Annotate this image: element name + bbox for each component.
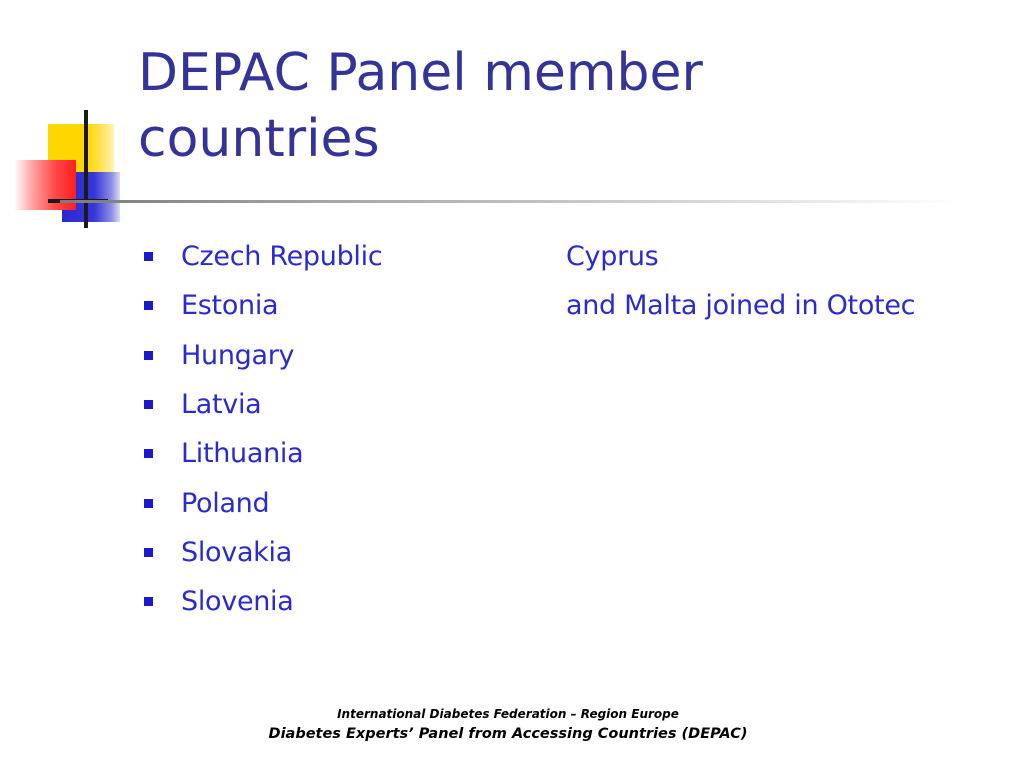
country-label: Poland — [181, 487, 270, 519]
bullet-icon — [144, 252, 153, 261]
country-label: Slovenia — [181, 586, 294, 618]
bullet-icon — [144, 400, 153, 409]
bullet-icon — [144, 351, 153, 360]
country-label: Czech Republic — [181, 241, 383, 273]
list-item — [144, 577, 382, 626]
slide-title: DEPAC Panel member countries — [138, 43, 703, 169]
list-item — [144, 429, 382, 478]
country-label: Hungary — [181, 339, 295, 371]
bullet-icon — [144, 449, 153, 458]
list-item — [144, 331, 382, 380]
decorative-logo — [0, 0, 150, 240]
country-label: Estonia — [181, 290, 279, 322]
list-item — [144, 232, 382, 281]
bullet-icon — [144, 548, 153, 557]
bullet-icon — [144, 301, 153, 310]
vertical-bar — [84, 110, 88, 228]
list-item — [144, 380, 382, 429]
note-line-1: Cyprus — [566, 241, 659, 273]
country-label: Slovakia — [181, 536, 292, 568]
list-item — [144, 478, 382, 527]
bullet-icon — [144, 597, 153, 606]
footer-panel-name: Diabetes Experts’ Panel from Accessing Countries (DEPAC) — [268, 726, 748, 742]
note-line-2: and Malta joined in Ototec — [566, 290, 916, 322]
list-item — [144, 528, 382, 577]
joined-note — [566, 232, 915, 331]
footer-organization: International Diabetes Federation – Region Europe — [337, 707, 679, 721]
country-label: Lithuania — [181, 438, 304, 470]
title-divider — [60, 200, 960, 203]
list-item — [144, 281, 382, 330]
slide-footer — [0, 704, 1016, 744]
country-list — [144, 232, 382, 626]
country-label: Latvia — [181, 389, 262, 421]
bullet-icon — [144, 499, 153, 508]
